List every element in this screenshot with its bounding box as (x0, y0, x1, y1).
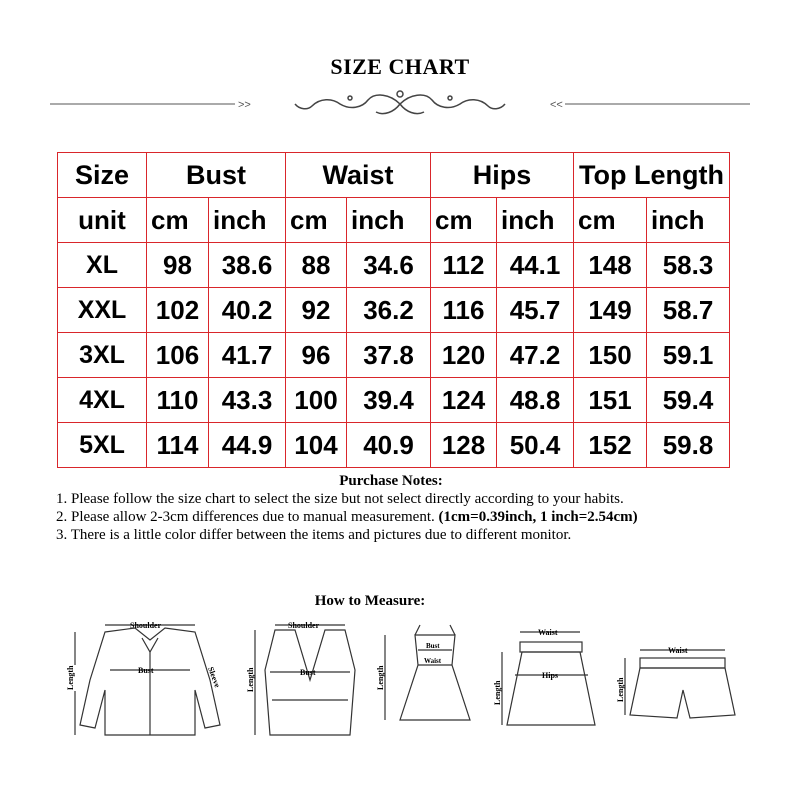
skirt-diagram (493, 628, 595, 725)
unit-cell: inch (647, 198, 730, 243)
value-cell: 34.6 (347, 243, 431, 288)
measurement-illustrations (60, 610, 750, 800)
value-cell: 150 (574, 333, 647, 378)
svg-text:<<: << (550, 99, 563, 111)
purchase-notes-title: Purchase Notes: (339, 473, 443, 489)
value-cell: 59.4 (647, 378, 730, 423)
size-chart-table (57, 152, 730, 468)
page-title: SIZE CHART (330, 54, 470, 79)
unit-cell: inch (497, 198, 574, 243)
value-cell: 120 (431, 333, 497, 378)
value-cell: 96 (286, 333, 347, 378)
table-row (58, 378, 730, 423)
table-row (58, 423, 730, 468)
value-cell: 40.9 (347, 423, 431, 468)
length-label-4: Length (493, 680, 502, 705)
value-cell: 148 (574, 243, 647, 288)
header-top-length: Top Length (574, 153, 730, 198)
value-cell: 128 (431, 423, 497, 468)
value-cell: 98 (147, 243, 209, 288)
purchase-notes (56, 472, 756, 544)
value-cell: 114 (147, 423, 209, 468)
value-cell: 37.8 (347, 333, 431, 378)
waist-label-4: Waist (538, 628, 558, 637)
value-cell: 38.6 (209, 243, 286, 288)
value-cell: 40.2 (209, 288, 286, 333)
table-row (58, 333, 730, 378)
bust-label-2: Bust (300, 668, 316, 677)
value-cell: 36.2 (347, 288, 431, 333)
table-header-row (58, 153, 730, 198)
table-unit-row (58, 198, 730, 243)
value-cell: 100 (286, 378, 347, 423)
value-cell: 88 (286, 243, 347, 288)
header-bust: Bust (147, 153, 286, 198)
waist-label-5: Waist (668, 646, 688, 655)
unit-cell: inch (209, 198, 286, 243)
value-cell: 58.3 (647, 243, 730, 288)
length-label: Length (66, 665, 75, 690)
value-cell: 104 (286, 423, 347, 468)
unit-cell: cm (574, 198, 647, 243)
header-waist: Waist (286, 153, 431, 198)
unit-cell: cm (431, 198, 497, 243)
value-cell: 102 (147, 288, 209, 333)
unit-cell: inch (347, 198, 431, 243)
decorative-divider (50, 84, 750, 124)
waist-label-3: Waist (424, 657, 442, 665)
value-cell: 116 (431, 288, 497, 333)
value-cell: 110 (147, 378, 209, 423)
value-cell: 124 (431, 378, 497, 423)
header-hips: Hips (431, 153, 574, 198)
note-2 (56, 508, 756, 526)
value-cell: 59.8 (647, 423, 730, 468)
note-3: 3. There is a little color differ between the items and pictures due to different monitor. (56, 527, 572, 543)
note-1: 1. Please follow the size chart to select the size but not select directly according to your habits. (56, 491, 624, 507)
tank-top-diagram (246, 621, 355, 735)
header-size: Size (58, 153, 147, 198)
value-cell: 44.9 (209, 423, 286, 468)
size-cell: XL (58, 243, 147, 288)
value-cell: 39.4 (347, 378, 431, 423)
value-cell: 58.7 (647, 288, 730, 333)
sleeve-label: Sleeve (206, 665, 222, 689)
size-cell: 4XL (58, 378, 147, 423)
hips-label: Hips (542, 671, 559, 680)
unit-cell: cm (286, 198, 347, 243)
size-cell: XXL (58, 288, 147, 333)
value-cell: 112 (431, 243, 497, 288)
value-cell: 43.3 (209, 378, 286, 423)
value-cell: 50.4 (497, 423, 574, 468)
value-cell: 59.1 (647, 333, 730, 378)
unit-label: unit (58, 198, 147, 243)
value-cell: 48.8 (497, 378, 574, 423)
value-cell: 106 (147, 333, 209, 378)
blouse-diagram (66, 621, 222, 735)
dress-diagram (376, 625, 470, 720)
value-cell: 149 (574, 288, 647, 333)
length-label-2: Length (246, 667, 255, 692)
length-label-3: Length (376, 665, 385, 690)
length-label-5: Length (616, 677, 625, 702)
value-cell: 45.7 (497, 288, 574, 333)
value-cell: 151 (574, 378, 647, 423)
note-2-text: 2. Please allow 2-3cm differences due to manual measurement. (56, 509, 439, 525)
value-cell: 152 (574, 423, 647, 468)
svg-text:>>: >> (238, 99, 251, 111)
shoulder-label-2: Shoulder (288, 621, 320, 630)
how-to-measure-title: How to Measure: (314, 593, 426, 609)
size-cell: 5XL (58, 423, 147, 468)
shoulder-label: Shoulder (130, 621, 162, 630)
size-cell: 3XL (58, 333, 147, 378)
value-cell: 41.7 (209, 333, 286, 378)
table-row (58, 243, 730, 288)
table-row (58, 288, 730, 333)
value-cell: 44.1 (497, 243, 574, 288)
shorts-diagram (616, 646, 735, 718)
bust-label-3: Bust (426, 642, 440, 650)
value-cell: 92 (286, 288, 347, 333)
note-2-conversion: (1cm=0.39inch, 1 inch=2.54cm) (438, 509, 638, 525)
unit-cell: cm (147, 198, 209, 243)
bust-label: Bust (138, 666, 154, 675)
value-cell: 47.2 (497, 333, 574, 378)
